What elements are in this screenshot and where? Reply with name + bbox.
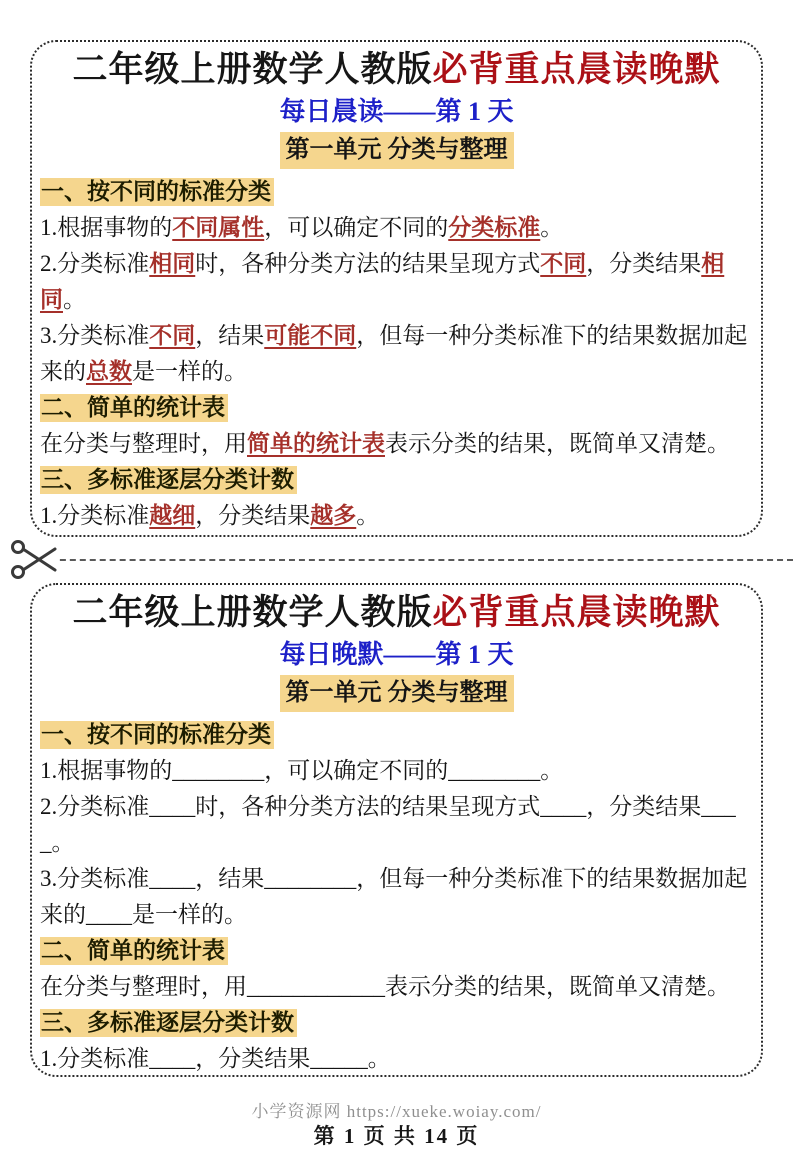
content-line: [40, 789, 753, 861]
body-text: ，结果: [195, 323, 265, 348]
highlighted-heading-text: 三、多标准逐层分类计数: [40, 466, 297, 494]
body-text: 1.根据事物的: [40, 215, 173, 240]
worksheet-page: [0, 40, 793, 1162]
evening-dictation-box: [30, 583, 763, 1077]
body-text: ，分类结果: [195, 503, 311, 528]
answer-text: 相同: [40, 251, 725, 312]
body-text: ，分类结果: [586, 251, 702, 276]
answer-text: 总数: [86, 359, 132, 384]
unit-row: [40, 675, 753, 713]
highlighted-heading-text: 二、简单的统计表: [40, 937, 228, 965]
content-line: [40, 498, 753, 534]
evening-content: [40, 717, 753, 1077]
content-line: [40, 969, 753, 1005]
body-text: 表示分类的结果，既简单又清楚。: [385, 431, 730, 456]
highlighted-heading-text: 一、按不同的标准分类: [40, 178, 274, 206]
content-line: [40, 246, 753, 318]
cut-row: [0, 537, 793, 583]
answer-text: 不同属性: [172, 215, 265, 240]
morning-day-subtitle: 每日晨读——第 1 天: [279, 97, 514, 126]
content-line: [40, 753, 753, 789]
content-line: [40, 1041, 753, 1077]
content-line: [40, 318, 753, 390]
body-text: ，可以确定不同的: [264, 215, 449, 240]
highlighted-heading-text: 二、简单的统计表: [40, 394, 228, 422]
content-line: [40, 426, 753, 462]
section-heading: [40, 390, 753, 426]
unit-title: 第一单元 分类与整理: [280, 132, 514, 169]
content-line: [40, 210, 753, 246]
body-text: 是一样的。: [132, 359, 247, 384]
answer-text: 不同: [149, 323, 196, 348]
answer-text: 越多: [310, 503, 357, 528]
body-text: 1.分类标准: [40, 503, 150, 528]
cut-dashed-line: [30, 559, 793, 561]
evening-day-subtitle: 每日晚默——第 1 天: [279, 640, 514, 669]
document-title: [40, 589, 753, 637]
body-text: ，但每一种分类标准下的结果数据加起来的: [40, 323, 748, 384]
answer-text: 越细: [149, 503, 196, 528]
morning-reading-box: [30, 40, 763, 537]
scissors-icon: [10, 539, 58, 581]
body-text: 。: [540, 215, 564, 240]
answer-text: 简单的统计表: [247, 431, 385, 456]
body-text: 3.分类标准____，结果________，但每一种分类标准下的结果数据加起来的____是一样的。: [40, 866, 748, 927]
section-heading: [40, 1005, 753, 1041]
body-text: 。: [356, 503, 380, 528]
body-text: 1.分类标准____，分类结果_____。: [40, 1046, 391, 1071]
title-red-part: 必背重点晨读晚默: [432, 50, 721, 89]
answer-text: 相同: [149, 251, 196, 276]
answer-text: 不同: [540, 251, 587, 276]
answer-text: 分类标准: [448, 215, 541, 240]
morning-content: [40, 174, 753, 534]
answer-text: 可能不同: [264, 323, 357, 348]
body-text: 在分类与整理时，用____________表示分类的结果，既简单又清楚。: [40, 974, 730, 999]
page-number-footer: 第 1 页 共 14 页: [313, 1124, 480, 1148]
document-title: [40, 46, 753, 94]
body-text: 2.分类标准: [40, 251, 150, 276]
unit-title: 第一单元 分类与整理: [280, 675, 514, 712]
section-heading: [40, 462, 753, 498]
highlighted-heading-text: 三、多标准逐层分类计数: [40, 1009, 297, 1037]
unit-row: [40, 132, 753, 170]
body-text: 。: [63, 287, 86, 312]
section-heading: [40, 174, 753, 210]
site-watermark: 小学资源网 https://xueke.woiay.com/: [251, 1102, 542, 1121]
body-text: 1.根据事物的________，可以确定不同的________。: [40, 758, 564, 783]
title-black-part: 二年级上册数学人教版: [72, 50, 433, 89]
section-heading: [40, 933, 753, 969]
title-red-part: 必背重点晨读晚默: [432, 593, 721, 632]
section-heading: [40, 717, 753, 753]
body-text: 3.分类标准: [40, 323, 150, 348]
title-black-part: 二年级上册数学人教版: [72, 593, 433, 632]
highlighted-heading-text: 一、按不同的标准分类: [40, 721, 274, 749]
content-line: [40, 861, 753, 933]
body-text: 时，各种分类方法的结果呈现方式: [195, 251, 541, 276]
body-text: 2.分类标准____时，各种分类方法的结果呈现方式____，分类结果____。: [40, 794, 736, 855]
body-text: 在分类与整理时，用: [40, 431, 247, 456]
